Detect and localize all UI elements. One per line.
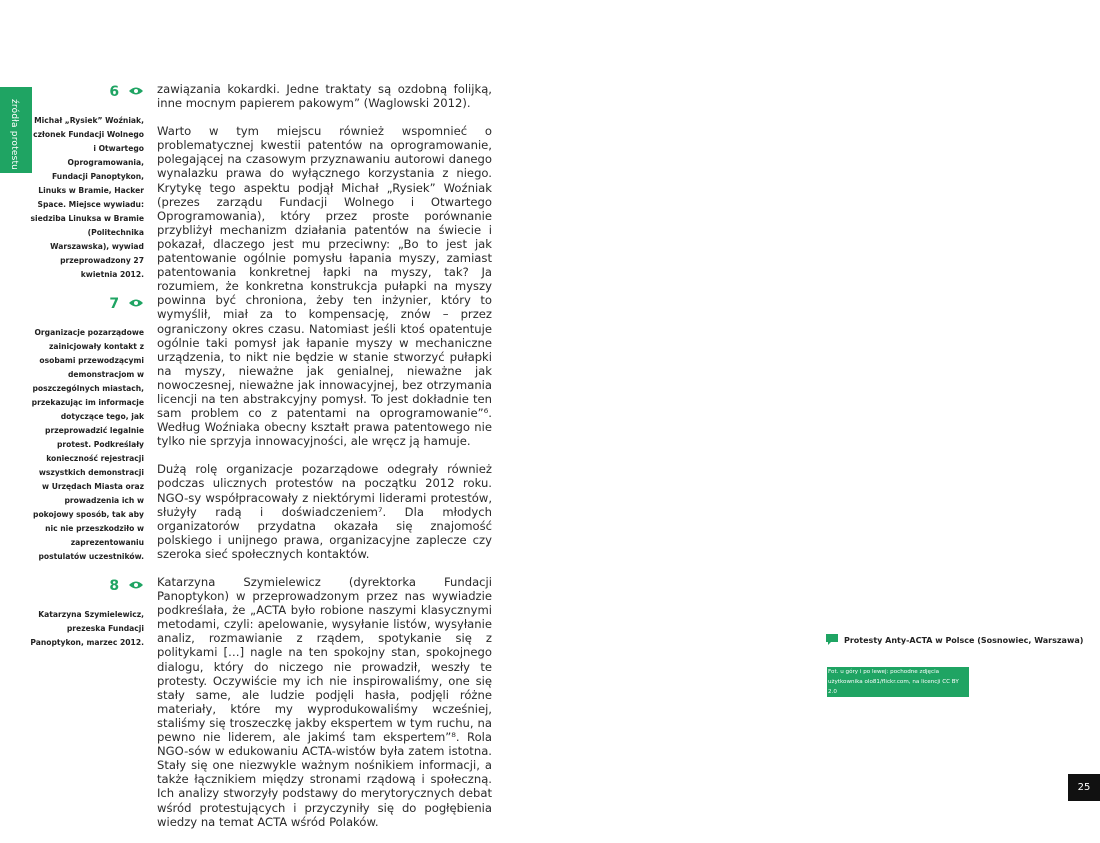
section-tab-label: źródła protestu [9,99,19,171]
page-number: 25 [1068,774,1100,801]
photo-credit: Fot. u góry i po lewej: pochodne zdjęcia użytkownika olo81/flickr.com, na licencji CC BY 2.0 [827,667,969,697]
eye-icon [128,578,144,594]
footnote-number-6 [30,84,144,100]
paragraph: Katarzyna Szymielewicz (dyrektorka Fundacji Panoptykon) w przeprowadzonym przez nas wywiadzie podkreślała, że „ACTA było robione naszymi klasycznymi metodami, czyli: apelowanie, wysyłanie listów, wysyłanie analiz, rozmawianie z rządem, spotykanie się z politykami […] nagle na ten spokojny stan, spokojnego dialogu, który do niczego nie prowadził, weszły te protesty. Oczywiście my ich nie inspirowaliśmy, one się stały same, ale ludzie podjęli hasła, podjęli różne materiały, które my wyprodukowaliśmy wcześniej, staliśmy się troszeczkę jakby ekspertem w tym ruchu, na pewno nie liderem, ale jakimś tam ekspertem”⁸. Rola NGO-sów w edukowaniu ACTA-wistów była zatem istotna. Stały się one niezwykle ważnym nośnikiem informacji, a także łącznikiem między stronami rządową i społeczną. Ich analizy stworzyły podstawy do merytorycznych debat wśród protestujących i przyczyniły się do pogłębienia wiedzy na temat ACTA wśród Polaków. [157,575,492,829]
footnote-number: 8 [109,578,120,594]
footnote-number: 6 [109,84,120,100]
footnote-number: 7 [109,296,120,312]
body-text [157,82,492,843]
footnotes-column [30,84,144,664]
paragraph: Dużą rolę organizacje pozarządowe odegrały również podczas ulicznych protestów na początku 2012 roku. NGO-sy współpracowały z niektórymi liderami protestów, służyły radą i doświadczeniem⁷. Dla młodych organizatorów przydatna okazała się znajomość polskiego i unijnego prawa, organizacyjne zaplecze czy szeroka sieć społecznych kontaktów. [157,462,492,561]
footnote-text: Organizacje pozarządowe zainicjowały kontakt z osobami przewodzącymi demonstracjom w poszczególnych miastach, przekazując im informacje dotyczące tego, jak przeprowadzić legalnie protest. Podkreślały konieczność rejestracji wszystkich demonstracji w Urzędach Miasta oraz prowadzenia ich w pokojowy sposób, tak aby nic nie przeszkodziło w zaprezentowaniu postulatów uczestników. [31,328,144,561]
photo-caption [826,634,1086,647]
paragraph: zawiązania kokardki. Jedne traktaty są ozdobną folijką, inne mocnym papierem pakowym” (Waglowski 2012). [157,82,492,111]
paragraph: Warto w tym miejscu również wspomnieć o problematycznej kwestii patentów na oprogramowanie, polegającej na czasowym przyznawaniu autorowi danego wynalazku prawa do wyłącznego korzystania z niego. Krytykę tego aspektu podjął Michał „Rysiek” Woźniak (prezes zarządu Fundacji Wolnego i Otwartego Oprogramowania), który przez proste porównanie przybliżył mechanizm działania patentów na świecie i pokazał, dlaczego jest mu przeciwny: „Bo to jest jak patentowanie ogólnie pomysłu łapania myszy, zamiast patentowania konkretnej łapki na myszy, tak? Ja rozumiem, że konkretna konstrukcja pułapki na myszy powinna być chroniona, żeby ten inżynier, który to wymyślił, miał za to kompensację, znów – przez ograniczony okres czasu. Natomiast jeśli ktoś opatentuje ogólnie taki pomysł jak łapanie myszy w mechaniczne urządzenia, to nikt nie będzie w stanie stworzyć pułapki na myszy, nieważne jak genialnej, nieważne jak nowoczesnej, nieważne jak innowacyjnej, bez otrzymania licencji na ten abstrakcyjny pomysł. To jest dokładnie ten sam problem co z patentami na oprogramowanie”⁶. Według Woźniaka obecny kształt prawa patentowego nie tylko nie sprzyja innowacyjności, ale wręcz ją hamuje. [157,124,492,449]
speech-bubble-icon [826,634,838,647]
eye-icon [128,84,144,100]
caption-text: Protesty Anty-ACTA w Polsce (Sosnowiec, Warszawa) [844,636,1084,645]
section-tab [0,87,32,173]
eye-icon [128,296,144,312]
footnote-text: Michał „Rysiek” Woźniak, członek Fundacji Wolnego i Otwartego Oprogramowania, Fundacji Panoptykon, Linuks w Bramie, Hacker Space. Miejsce wywiadu: siedziba Linuksa w Bramie (Politechnika Warszawska), wywiad przeprowadzony 27 kwietnia 2012. [30,116,144,279]
footnote-number-8 [30,578,144,594]
footnote-number-7 [30,296,144,312]
footnote-text: Katarzyna Szymielewicz, prezeska Fundacji Panoptykon, marzec 2012. [30,610,144,647]
